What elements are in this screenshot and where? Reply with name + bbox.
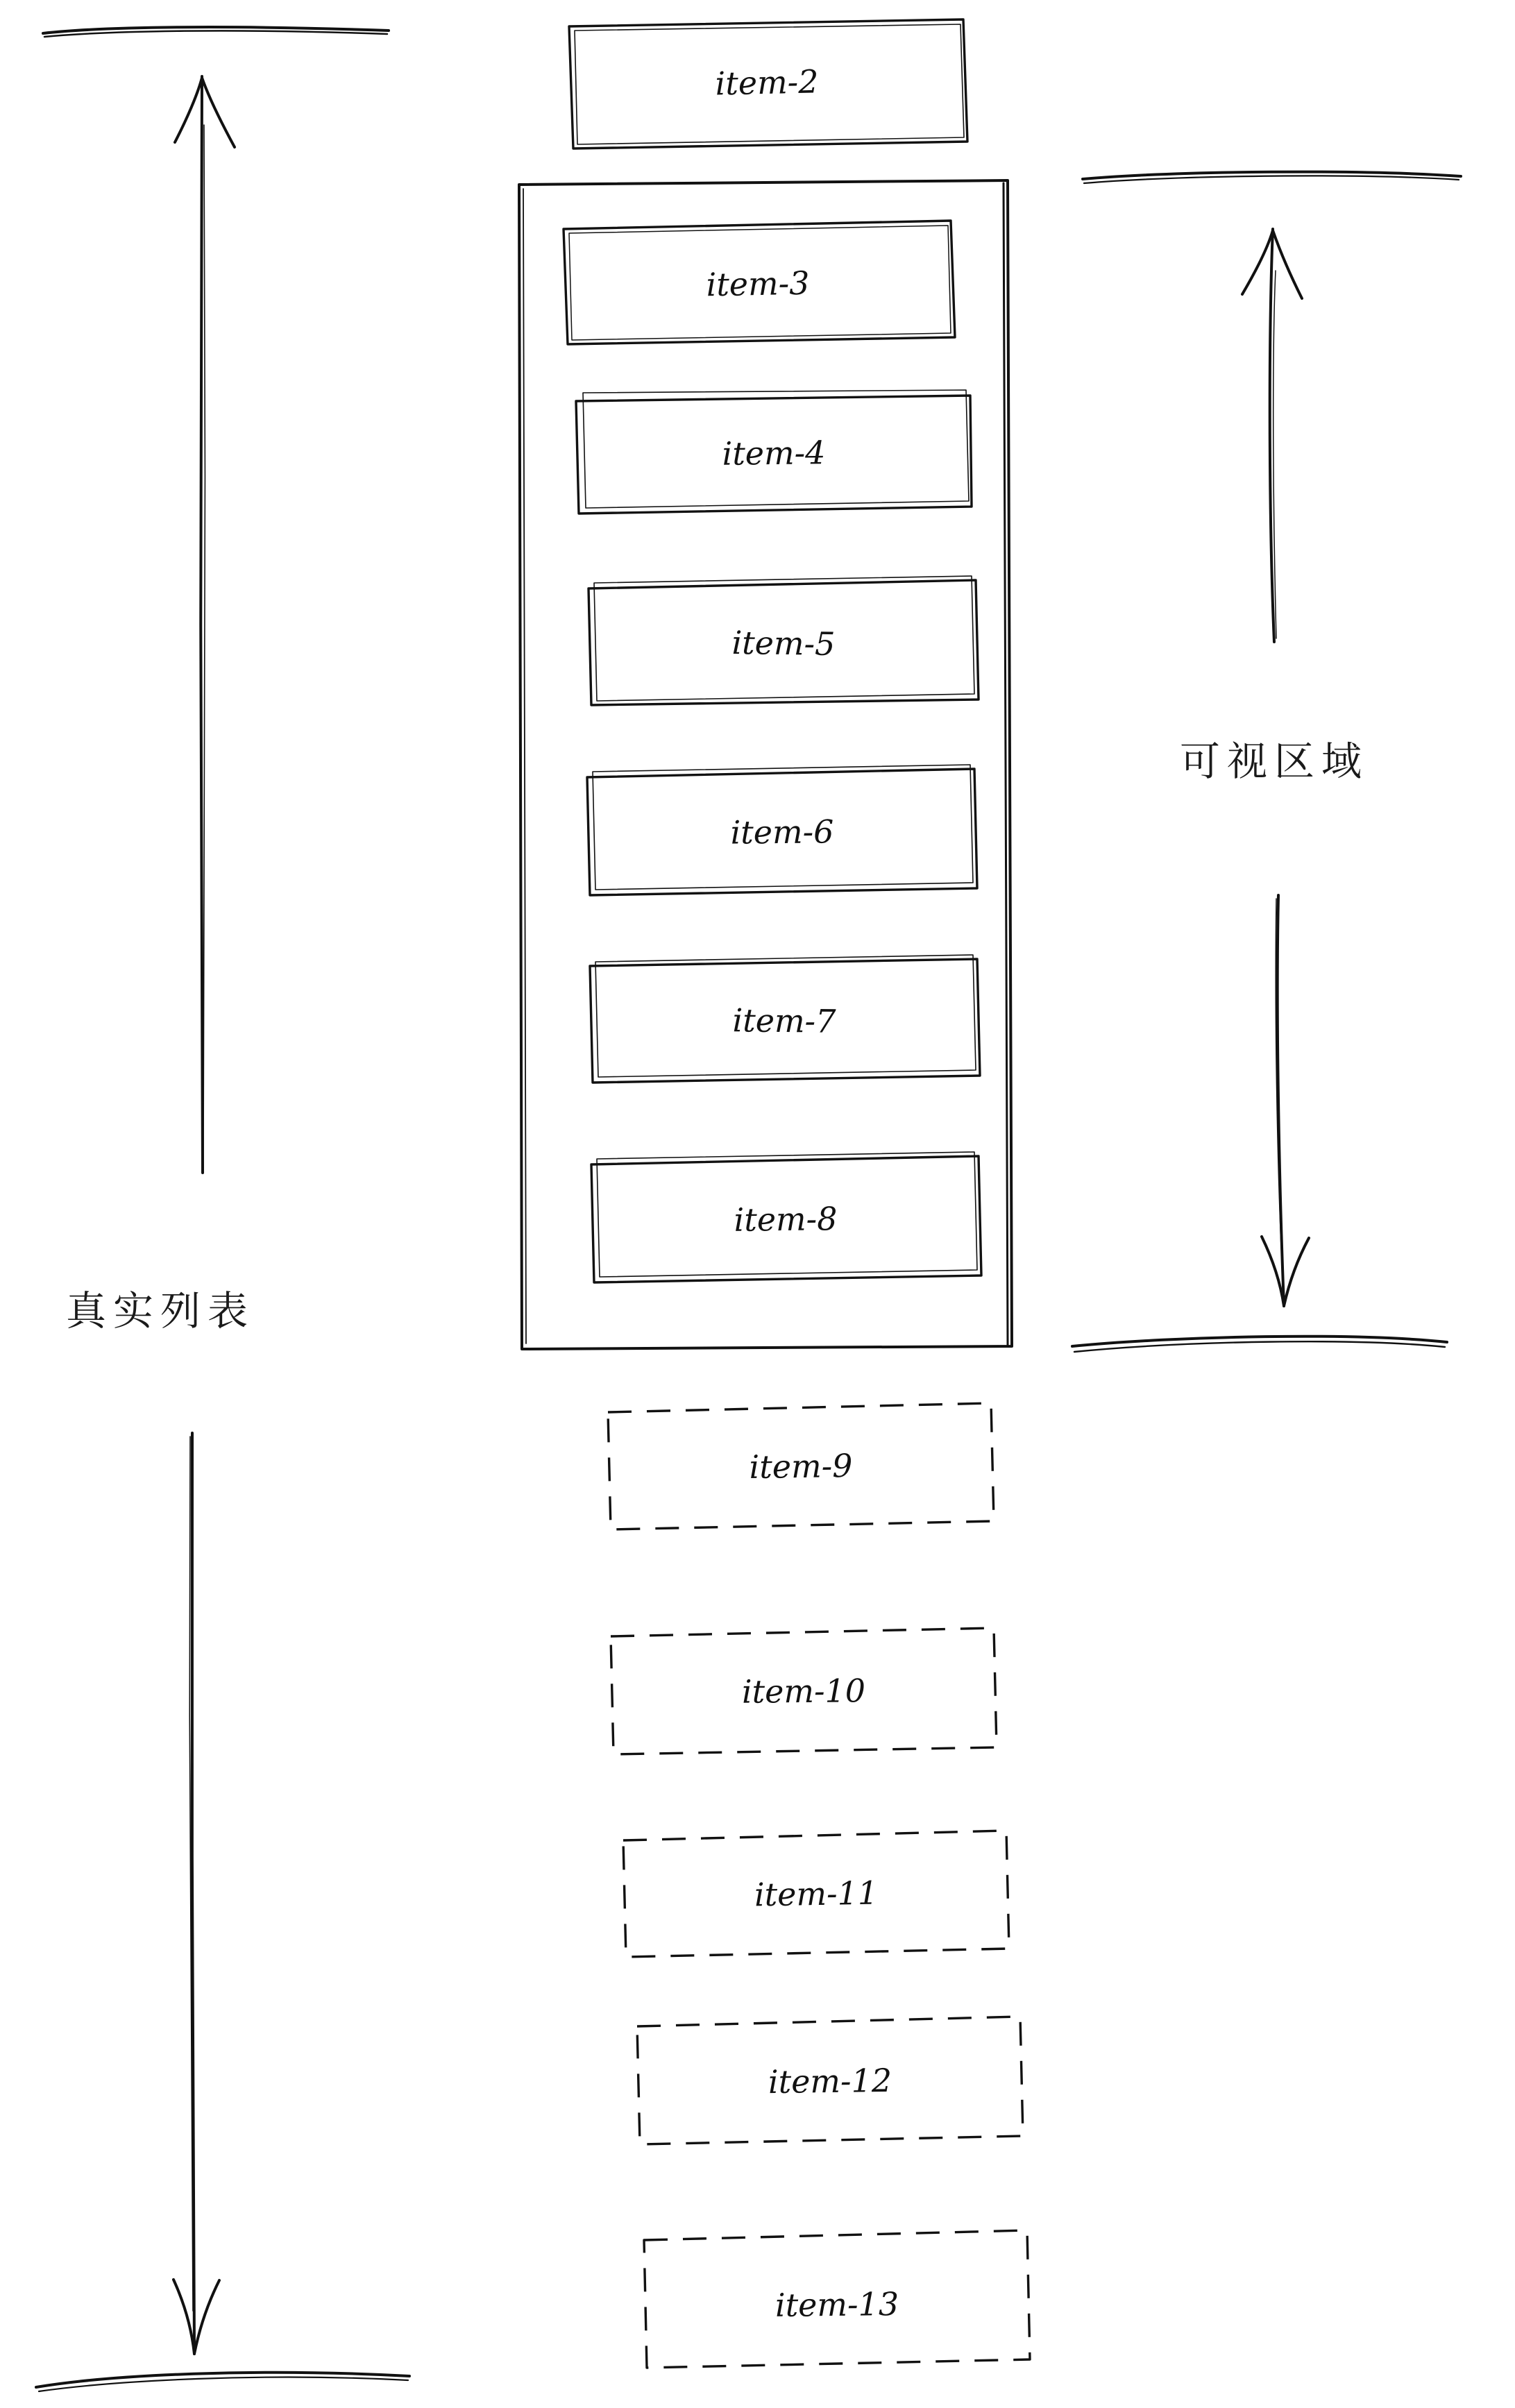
- item-label-item-13: item-13: [775, 2285, 899, 2324]
- right-upper-arrow: [1242, 229, 1302, 642]
- left-measure-label: 真实列表: [66, 1287, 255, 1334]
- item-label-item-6: item-6: [730, 813, 834, 851]
- left-upper-arrow: [175, 76, 235, 1173]
- item-label-item-4: item-4: [722, 434, 826, 473]
- right-lower-arrow: [1262, 895, 1309, 1306]
- item-label-item-11: item-11: [754, 1874, 879, 1914]
- right-bottom-rule: [1072, 1337, 1447, 1352]
- item-label-item-5: item-5: [731, 623, 836, 663]
- left-lower-arrow: [173, 1433, 219, 2354]
- item-label-item-10: item-10: [741, 1672, 866, 1711]
- left-bottom-rule: [36, 2373, 409, 2391]
- item-label-item-7: item-7: [732, 1001, 836, 1040]
- item-label-item-2: item-2: [715, 62, 819, 103]
- left-top-rule: [43, 27, 389, 37]
- viewport-frame: [519, 180, 1012, 1349]
- right-top-rule: [1083, 172, 1461, 183]
- item-label-item-12: item-12: [768, 2061, 892, 2101]
- item-label-item-9: item-9: [749, 1446, 853, 1486]
- item-label-item-8: item-8: [734, 1200, 838, 1239]
- item-label-item-3: item-3: [706, 264, 810, 304]
- right-measure-label: 可视区域: [1180, 738, 1369, 785]
